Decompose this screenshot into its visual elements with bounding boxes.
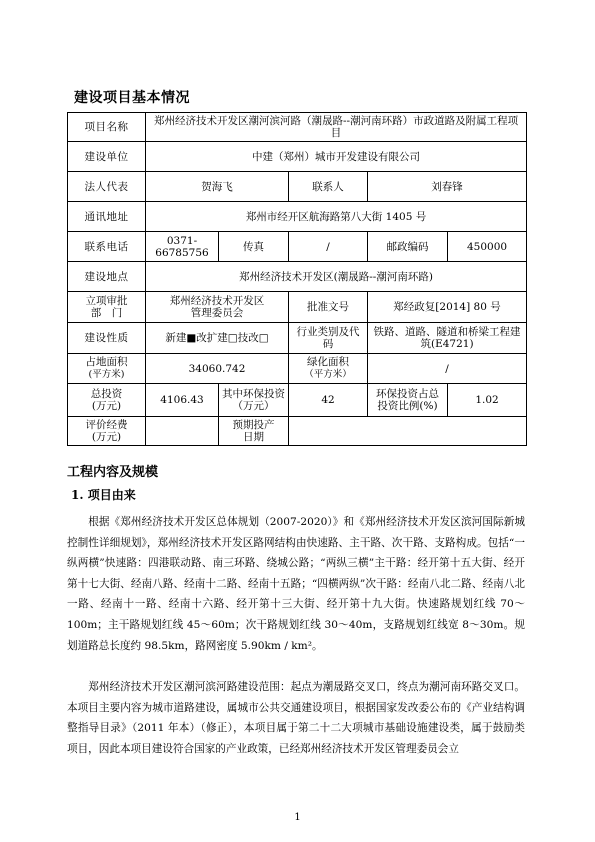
table-row [68, 292, 527, 323]
builder-value: 中建（郑州）城市开发建设有限公司 [146, 142, 527, 172]
fax-label: 传真 [219, 232, 289, 262]
approval-dept-label-line2: 部 门 [90, 307, 123, 319]
eval-cost-label [68, 417, 146, 446]
table-row [68, 384, 527, 417]
prod-date-label-line2: 日期 [243, 431, 264, 443]
green-label-line1: 绿化面积 [307, 356, 349, 368]
green-value: / [368, 354, 527, 384]
project-info-table [67, 112, 527, 446]
approval-dept-label [68, 292, 146, 323]
table-row [68, 142, 527, 172]
env-ratio-label-line1: 环保投资占总 [376, 388, 439, 400]
nature-value: 新建■改扩建□技改□ [146, 323, 289, 354]
postcode-value: 450000 [448, 232, 527, 262]
document-title: 建设项目基本情况 [74, 90, 190, 106]
env-invest-value: 42 [289, 384, 368, 417]
approval-dept-label-line1: 立项审批 [85, 295, 128, 307]
env-ratio-label-line2: 投资比例(%) [377, 400, 438, 412]
area-label-line1: 占地面积 [85, 356, 128, 368]
project-name-value: 郑州经济技术开发区潮河滨河路（潮晟路--潮河南环路）市政道路及附属工程项目 [146, 113, 527, 142]
approval-no-value: 郑经政复[2014] 80 号 [368, 292, 527, 323]
green-label [289, 354, 368, 384]
contact-label: 联系人 [289, 172, 368, 202]
legal-rep-label: 法人代表 [68, 172, 146, 202]
table-row [68, 417, 527, 446]
area-label [68, 354, 146, 384]
address-value: 郑州市经开区航海路第八大街 1405 号 [146, 202, 527, 232]
paragraph-2: 郑州经济技术开发区潮河滨河路建设范围：起点为潮晟路交叉口，终点为潮河南环路交叉口。本项目主要内容为城市道路建设，属城市公共交通建设项目，根据国家发改委公布的《产业结构调整指导目录》（2011 年本）（修正），本项目属于第二十二大项城市基础设施建设类，属于鼓励类项目，因此本项目建设符合国家的产业政策，已经郑州经济技术开发区管理委员会立 [67, 681, 525, 755]
location-value: 郑州经济技术开发区(潮晟路--潮河南环路) [146, 262, 527, 292]
postcode-label: 邮政编码 [368, 232, 448, 262]
project-name-label: 项目名称 [68, 113, 146, 142]
legal-rep-value: 贺海飞 [146, 172, 289, 202]
eval-cost-label-line1: 评价经费 [85, 419, 128, 431]
eval-cost-value [146, 417, 219, 446]
prod-date-label [219, 417, 289, 446]
approval-dept-line1: 郑州经济技术开发区 [169, 295, 265, 307]
invest-value: 4106.43 [146, 384, 219, 417]
contact-value: 刘春锋 [368, 172, 527, 202]
eval-cost-label-line2: (万元) [91, 431, 122, 443]
subsection-title: 1. 项目由来 [71, 488, 136, 502]
table-row [68, 323, 527, 354]
industry-label: 行业类别及代码 [289, 323, 368, 354]
table-row [68, 354, 527, 384]
invest-label [68, 384, 146, 417]
area-value: 34060.742 [146, 354, 289, 384]
area-label-line2: (平方米) [88, 369, 125, 380]
table-row [68, 202, 527, 232]
approval-dept-value [146, 292, 289, 323]
invest-label-line2: (万元) [91, 400, 122, 412]
industry-value: 铁路、道路、隧道和桥梁工程建筑(E4721) [368, 323, 527, 354]
table-row [68, 232, 527, 262]
builder-label: 建设单位 [68, 142, 146, 172]
phone-value: 0371-66785756 [146, 232, 219, 262]
env-invest-label [219, 384, 289, 417]
prod-date-value [289, 417, 527, 446]
table-row [68, 172, 527, 202]
page-number: 1 [294, 812, 301, 823]
approval-no-label: 批准文号 [289, 292, 368, 323]
location-label: 建设地点 [68, 262, 146, 292]
table-row [68, 262, 527, 292]
nature-label: 建设性质 [68, 323, 146, 354]
section-title: 工程内容及规模 [67, 465, 159, 480]
env-ratio-value: 1.02 [448, 384, 527, 417]
env-ratio-label [368, 384, 448, 417]
green-label-line2: （平方米） [304, 369, 352, 380]
phone-label: 联系电话 [68, 232, 146, 262]
table-row [68, 113, 527, 142]
invest-label-line1: 总投资 [90, 388, 123, 400]
env-invest-label-line2: （万元） [232, 400, 275, 412]
paragraph-1: 根据《郑州经济技术开发区总体规划（2007-2020）》和《郑州经济技术开发区滨河国际新城控制性详细规划》，郑州经济技术开发区路网结构由快速路、主干路、次干路、支路构成。包括“一纵两横”快速路：四港联动路、南三环路、绕城公路；“两纵三横”主干路：经开第十五大街、经开第十七大街、经南八路、经南十二路、经南十五路；“四横两纵”次干路：经南八北二路、经南八北一路、经南十一路、经南十六路、经开第十三大街、经开第十九大街。快速路规划红线 70～100m；主干路规划红线 45～60m；次干路规划红线 30～40m，支路规划红线宽 8～30m。规划道路总长度约 98.5km，路网密度 5.90km / km²。 [67, 516, 525, 652]
fax-value: / [289, 232, 368, 262]
address-label: 通讯地址 [68, 202, 146, 232]
env-invest-label-line1: 其中环保投资 [222, 388, 285, 400]
prod-date-label-line1: 预期投产 [232, 419, 275, 431]
approval-dept-line2: 管理委员会 [190, 307, 244, 319]
